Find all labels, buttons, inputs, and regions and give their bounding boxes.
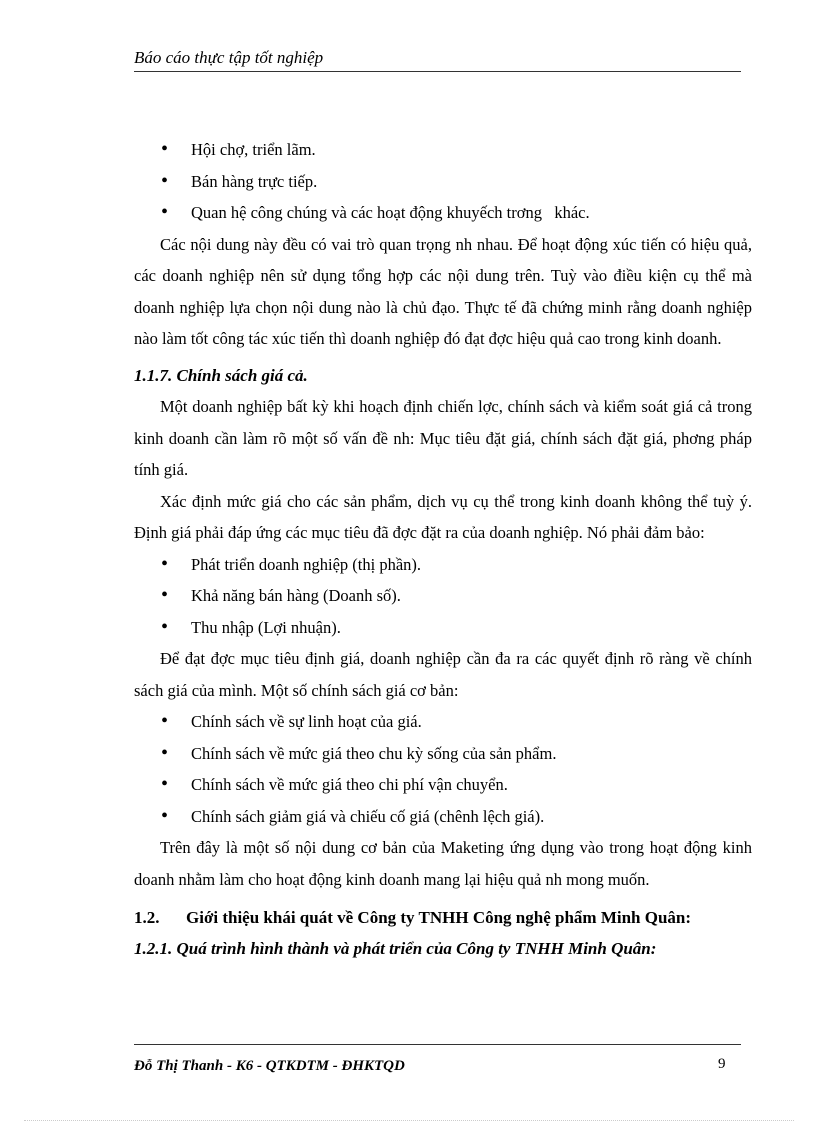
section-title: Giới thiệu khái quát về Công ty TNHH Công nghệ phẩm Minh Quân: [186, 908, 692, 927]
bullet-icon: • [161, 773, 169, 795]
paragraph: Trên đây là một số nội dung cơ bản của Maketing ứng dụng vào trong hoạt động kinh doanh nhằm làm cho hoạt động kinh doanh mang lại hiệu quả nh mong muốn. [134, 838, 752, 889]
bullet-icon: • [161, 741, 169, 764]
page-footer-author: Đỗ Thị Thanh - K6 - QTKDTM - ĐHKTQD [134, 1058, 405, 1074]
bullet-item: • Khả năng bán hàng (Doanh số). [134, 580, 752, 612]
bullet-item: • Chính sách giảm giá và chiếu cố giá (chênh lệch giá). [134, 801, 752, 833]
section-number: 1.2. [134, 908, 160, 927]
bullet-item: • Chính sách về sự linh hoạt của giá. [134, 706, 752, 738]
bullet-item: • Chính sách về mức giá theo chu kỳ sống của sản phẩm. [134, 738, 752, 770]
bullet-item: • Hội chợ, triển lãm. [134, 134, 752, 166]
footer-rule [134, 1044, 741, 1045]
page-header: Báo cáo thực tập tốt nghiệp [134, 48, 324, 67]
section-heading-1-2-1: 1.2.1. Quá trình hình thành và phát triển của Công ty TNHH Minh Quân: [134, 939, 657, 958]
bullet-icon: • [161, 710, 169, 732]
bullet-item: • Thu nhập (Lợi nhuận). [134, 612, 752, 644]
bullet-icon: • [161, 169, 169, 192]
page-number: 9 [718, 1056, 726, 1072]
page-content [134, 134, 752, 965]
bullet-item: • Chính sách về mức giá theo chi phí vận chuyển. [134, 769, 752, 801]
bullet-icon: • [161, 804, 169, 827]
bullet-item: • Quan hệ công chúng và các hoạt động khuyếch trơng khác. [134, 197, 752, 229]
bullet-item: • Bán hàng trực tiếp. [134, 166, 752, 198]
paragraph: Để đạt đợc mục tiêu định giá, doanh nghiệp cần đa ra các quyết định rõ ràng về chính sách giá của mình. Một số chính sách giá cơ bản: [134, 649, 752, 700]
paragraph: Các nội dung này đều có vai trò quan trọng nh nhau. Để hoạt động xúc tiến có hiệu quả, các doanh nghiệp nên sử dụng tổng hợp các nội dung trên. Tuỳ vào điều kiện cụ thể mà doanh nghiệp lựa chọn nội dung nào là chủ đạo. Thực tế đã chứng minh rằng doanh nghiệp nào làm tốt công tác xúc tiến thì doanh nghiệp đó đạt đợc hiệu quả cao trong kinh doanh. [134, 234, 752, 348]
header-rule [134, 71, 741, 72]
section-heading-1-2 [134, 903, 752, 933]
bullet-icon: • [161, 584, 169, 606]
bullet-item: • Phát triển doanh nghiệp (thị phần). [134, 549, 752, 581]
page-edge-dots [24, 1120, 794, 1121]
paragraph: Một doanh nghiệp bất kỳ khi hoạch định chiến lợc, chính sách và kiểm soát giá cả trong kinh doanh cần làm rõ một số vấn đề nh: Mục tiêu đặt giá, chính sách đặt giá, phơng pháp tính giá. [134, 397, 752, 479]
section-heading-1-1-7: 1.1.7. Chính sách giá cả. [134, 365, 308, 385]
bullet-icon: • [161, 138, 169, 160]
paragraph: Xác định mức giá cho các sản phẩm, dịch vụ cụ thể trong kinh doanh không thể tuỳ ý. Định giá phải đáp ứng các mục tiêu đã đợc đặt ra của doanh nghiệp. Nó phải đảm bảo: [134, 491, 752, 542]
bullet-icon: • [161, 201, 169, 223]
bullet-icon: • [161, 552, 169, 575]
bullet-icon: • [161, 615, 169, 638]
